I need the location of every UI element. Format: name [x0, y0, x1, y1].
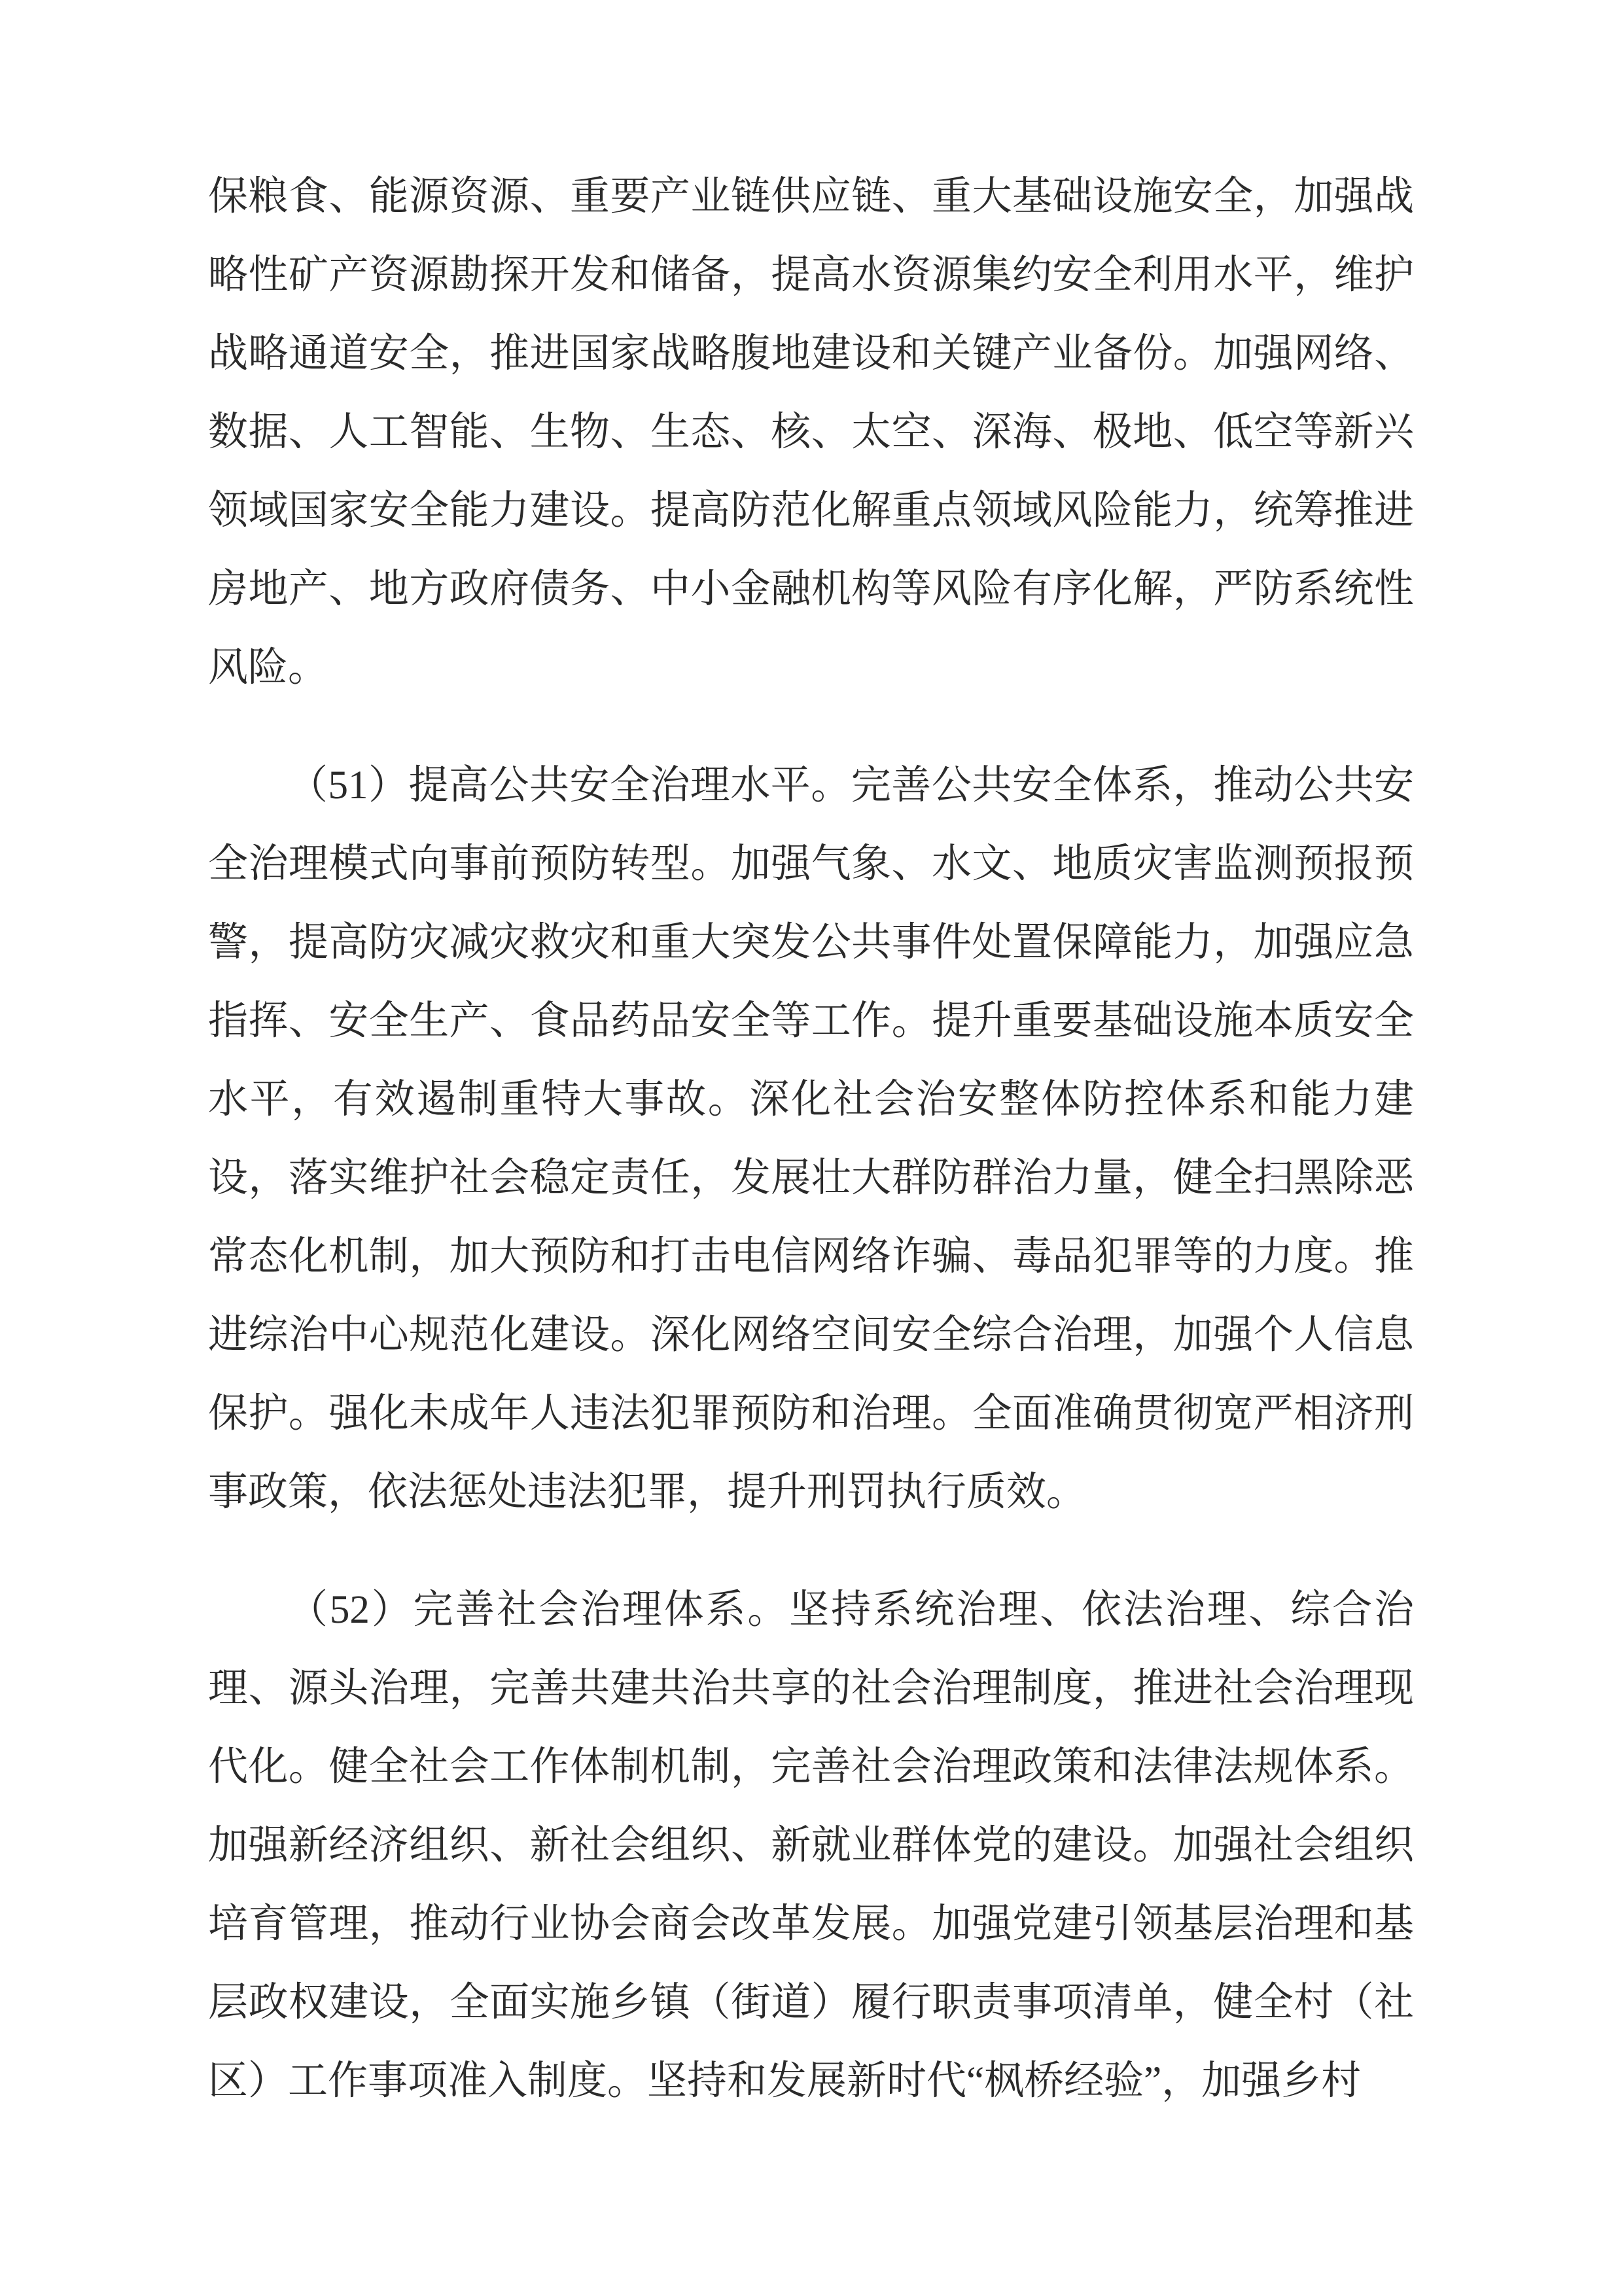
paragraph-item-51: （51）提高公共安全治理水平。完善公共安全体系，推动公共安全治理模式向事前预防转型。加强气象、水文、地质灾害监测预报预警，提高防灾减灾救灾和重大突发公共事件处置保障能力，加强应急指挥、安全生产、食品药品安全等工作。提升重要基础设施本质安全水平，有效遏制重特大事故。深化社会治安整体防控体系和能力建设，落实维护社会稳定责任，发展壮大群防群治力量，健全扫黑除恶常态化机制，加大预防和打击电信网络诈骗、毒品犯罪等的力度。推进综治中心规范化建设。深化网络空间安全综合治理，加强个人信息保护。强化未成年人违法犯罪预防和治理。全面准确贯彻宽严相济刑事政策，依法惩处违法犯罪，提升刑罚执行质效。 [208, 764, 1414, 1514]
document-text-block [208, 158, 1414, 2121]
paragraph-item-52: （52）完善社会治理体系。坚持系统治理、依法治理、综合治理、源头治理，完善共建共治共享的社会治理制度，推进社会治理现代化。健全社会工作体制机制，完善社会治理政策和法律法规体系。加强新经济组织、新社会组织、新就业群体党的建设。加强社会组织培育管理，推动行业协会商会改革发展。加强党建引领基层治理和基层政权建设，全面实施乡镇（街道）履行职责事项清单，健全村（社区）工作事项准入制度。坚持和发展新时代“枫桥经验”，加强乡村 [208, 1588, 1414, 2103]
paragraph-continuation: 保粮食、能源资源、重要产业链供应链、重大基础设施安全，加强战略性矿产资源勘探开发和储备，提高水资源集约安全利用水平，维护战略通道安全，推进国家战略腹地建设和关键产业备份。加强网络、数据、人工智能、生物、生态、核、太空、深海、极地、低空等新兴领域国家安全能力建设。提高防范化解重点领域风险能力，统筹推进房地产、地方政府债务、中小金融机构等风险有序化解，严防系统性风险。 [208, 175, 1414, 690]
